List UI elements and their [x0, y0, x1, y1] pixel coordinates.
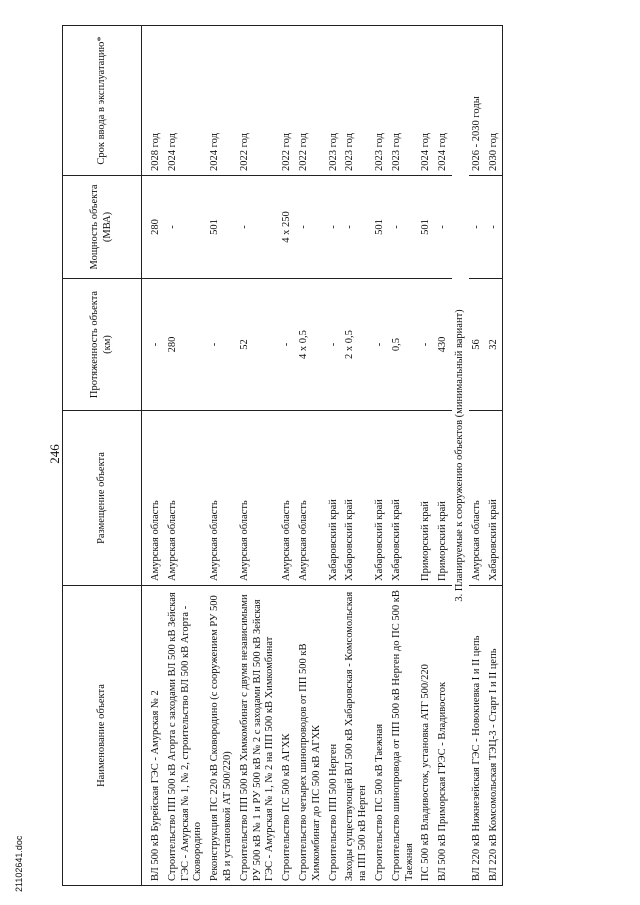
cell-object-name: Строительство ПП 500 кВ Химкомбинат с двумя независимыми РУ 500 кВ № 1 и РУ 500 кВ № 2 с заходами ВЛ 500 кВ Зейская ГЭС - Амурская № 1, № 2 на ПП 500 кВ Химкомбинат: [237, 586, 279, 886]
cell-object-name: Строительство ПП 500 кВ Агорта с заходами ВЛ 500 кВ Зейская ГЭС - Амурская № 1, № 2, строительство ВЛ 500 кВ Агорта - Сковородино: [165, 586, 207, 886]
cell-location: Амурская область: [237, 411, 279, 586]
cell-object-name: ПС 500 кВ Владивосток, установка АТГ 500/220: [418, 586, 435, 886]
cell-capacity: 501: [207, 176, 237, 279]
table-row: [418, 26, 435, 886]
table-row: [435, 26, 452, 886]
cell-capacity: 501: [418, 176, 435, 279]
table-row: [469, 26, 486, 886]
cell-length: 0,5: [389, 279, 419, 411]
cell-date: 2022 год: [296, 26, 326, 176]
cell-date: 2026 - 2030 годы: [469, 26, 486, 176]
cell-location: Амурская область: [279, 411, 296, 586]
objects-table: [62, 25, 503, 886]
cell-length: 56: [469, 279, 486, 411]
cell-length: 32: [486, 279, 503, 411]
cell-capacity: -: [237, 176, 279, 279]
cell-length: 4 х 0,5: [296, 279, 326, 411]
cell-length: 430: [435, 279, 452, 411]
cell-capacity: -: [165, 176, 207, 279]
table-row: [486, 26, 503, 886]
header-object-length: Протяженность объекта (км): [63, 279, 142, 411]
table-row: [207, 26, 237, 886]
cell-date: 2024 год: [207, 26, 237, 176]
cell-object-name: Строительство ПС 500 кВ АГХК: [279, 586, 296, 886]
cell-location: Приморский край: [435, 411, 452, 586]
cell-location: Амурская область: [469, 411, 486, 586]
cell-object-name: Реконструкция ПС 220 кВ Сковородино (с сооружением РУ 500 кВ и установкой АТ 500/220): [207, 586, 237, 886]
cell-location: Амурская область: [165, 411, 207, 586]
cell-location: Приморский край: [418, 411, 435, 586]
page-number: 246: [47, 444, 62, 464]
table-row: [296, 26, 326, 886]
cell-object-name: Строительство ПС 500 кВ Таежная: [372, 586, 389, 886]
cell-location: Хабаровский край: [326, 411, 343, 586]
cell-location: Амурская область: [207, 411, 237, 586]
cell-length: -: [372, 279, 389, 411]
header-commissioning-date: Срок ввода в эксплуатацию*: [63, 26, 142, 176]
cell-length: 2 х 0,5: [342, 279, 372, 411]
table-row: [279, 26, 296, 886]
table-body: [142, 26, 503, 886]
cell-capacity: 280: [142, 176, 165, 279]
table-row: [165, 26, 207, 886]
cell-date: 2023 год: [372, 26, 389, 176]
cell-length: 280: [165, 279, 207, 411]
cell-capacity: 501: [372, 176, 389, 279]
table-row: [237, 26, 279, 886]
cell-object-name: ВЛ 220 кВ Комсомольская ТЭЦ-3 - Старт I и II цепь: [486, 586, 503, 886]
cell-object-name: Строительство шинопровода от ПП 500 кВ Нерген до ПС 500 кВ Таежная: [389, 586, 419, 886]
cell-date: 2023 год: [342, 26, 372, 176]
cell-capacity: -: [389, 176, 419, 279]
cell-date: 2024 год: [418, 26, 435, 176]
cell-date: 2028 год: [142, 26, 165, 176]
cell-location: Амурская область: [296, 411, 326, 586]
table-header-row: [63, 26, 142, 886]
cell-object-name: ВЛ 500 кВ Бурейская ГЭС - Амурская № 2: [142, 586, 165, 886]
cell-date: 2024 год: [165, 26, 207, 176]
cell-capacity: 4 х 250: [279, 176, 296, 279]
cell-object-name: Строительство четырех шинопроводов от ПП 500 кВ Химкомбинат до ПС 500 кВ АГХК: [296, 586, 326, 886]
cell-location: Хабаровский край: [372, 411, 389, 586]
cell-capacity: -: [326, 176, 343, 279]
cell-date: 2024 год: [435, 26, 452, 176]
table-row: [342, 26, 372, 886]
cell-capacity: -: [342, 176, 372, 279]
cell-length: -: [279, 279, 296, 411]
cell-capacity: -: [296, 176, 326, 279]
cell-length: -: [418, 279, 435, 411]
cell-object-name: Заходы существующей ВЛ 500 кВ Хабаровская - Комсомольская на ПП 500 кВ Нерген: [342, 586, 372, 886]
table-row: [142, 26, 165, 886]
cell-length: -: [207, 279, 237, 411]
cell-location: Хабаровский край: [389, 411, 419, 586]
table-row: [372, 26, 389, 886]
header-object-location: Размещение объекта: [63, 411, 142, 586]
cell-date: 2022 год: [237, 26, 279, 176]
cell-length: 52: [237, 279, 279, 411]
rotated-table-container: [62, 26, 622, 886]
cell-date: 2023 год: [326, 26, 343, 176]
cell-location: Амурская область: [142, 411, 165, 586]
cell-date: 2030 год: [486, 26, 503, 176]
cell-location: Хабаровский край: [486, 411, 503, 586]
cell-object-name: Строительство ПП 500 Нерген: [326, 586, 343, 886]
table-row: [389, 26, 419, 886]
section-row: [452, 26, 469, 886]
document-filename: 21102641.doc: [14, 835, 24, 892]
cell-length: -: [326, 279, 343, 411]
cell-capacity: -: [486, 176, 503, 279]
cell-date: 2023 год: [389, 26, 419, 176]
header-object-name: Наименование объекта: [63, 586, 142, 886]
cell-object-name: ВЛ 500 кВ Приморская ГРЭС - Владивосток: [435, 586, 452, 886]
cell-capacity: -: [435, 176, 452, 279]
cell-date: 2022 год: [279, 26, 296, 176]
cell-object-name: ВЛ 220 кВ Нижнезейская ГЭС - Новокиевка I и II цепь: [469, 586, 486, 886]
cell-location: Хабаровский край: [342, 411, 372, 586]
table-row: [326, 26, 343, 886]
cell-capacity: -: [469, 176, 486, 279]
header-object-capacity: Мощность объекта (МВА): [63, 176, 142, 279]
section-title: 3. Планируемые к сооружению объектов (минимальный вариант): [452, 26, 469, 886]
cell-length: -: [142, 279, 165, 411]
